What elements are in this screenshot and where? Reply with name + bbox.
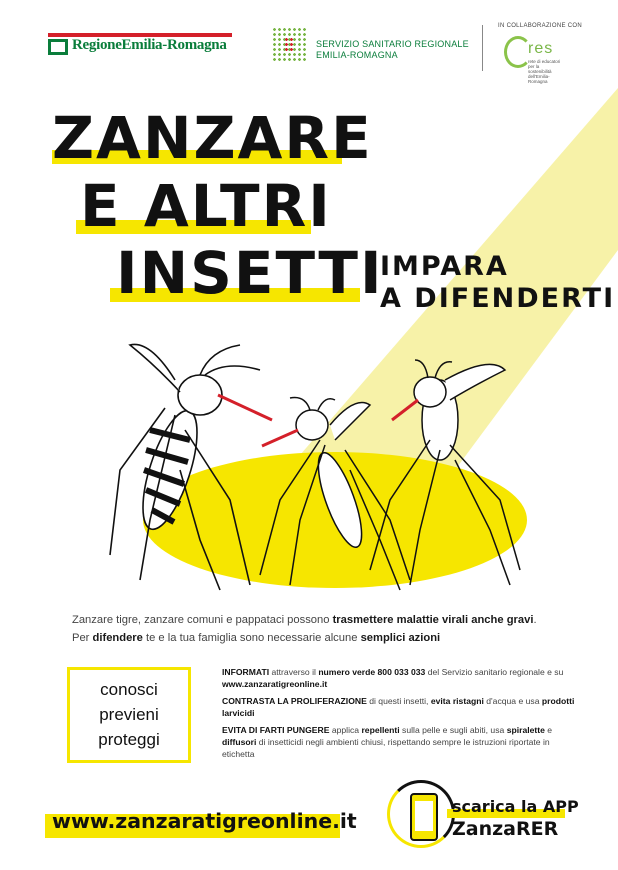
partner-subtitle: rete di educatori per la sostenibilità dell'Emilia-Romagna xyxy=(528,59,561,84)
actions-list xyxy=(222,666,582,765)
motto-box xyxy=(67,667,191,763)
title-line-1: ZANZARE xyxy=(52,104,373,172)
header-divider xyxy=(482,25,483,71)
app-download-label: scarica la APP xyxy=(452,797,579,816)
intro-text: Zanzare tigre, zanzare comuni e pappataci possono trasmettere malattie virali anche gravi. Per difendere te e la tua famiglia sono necessarie alcune semplici azioni xyxy=(72,614,537,644)
ores-logo xyxy=(498,34,568,84)
action-item-evita: EVITA DI FARTI PUNGERE applica repellenti sulla pelle e sugli abiti, usa spiralette e diffusori di insetticidi negli ambienti chiusi, rispettando sempre le istruzioni riportate in etichetta xyxy=(222,725,553,759)
service-name-line2: EMILIA-ROMAGNA xyxy=(316,50,398,60)
website-link[interactable]: www.zanzaratigreonline.it xyxy=(52,809,357,833)
service-name-line1: SERVIZIO SANITARIO REGIONALE xyxy=(316,39,469,49)
region-flag-icon xyxy=(48,39,68,55)
partner-name: res xyxy=(528,40,554,57)
motto-proteggi: proteggi xyxy=(98,730,160,749)
title-line-2: E ALTRI xyxy=(80,172,332,240)
region-name: RegioneEmilia-Romagna xyxy=(72,37,227,53)
motto-previeni: previeni xyxy=(99,705,159,724)
dot-grid-icon xyxy=(272,27,306,61)
subtitle-line-2: A DIFENDERTI xyxy=(380,283,616,314)
motto-conosci: conosci xyxy=(100,680,158,699)
phone-icon xyxy=(410,793,438,841)
collaboration-label: IN COLLABORAZIONE CON xyxy=(498,23,582,29)
regione-emilia-romagna-logo xyxy=(48,33,236,61)
servizio-sanitario-logo xyxy=(272,27,472,67)
action-item-informati: INFORMATI attraverso il numero verde 800 033 033 del Servizio sanitario regionale e su www.zanzaratigreonline.it xyxy=(222,667,564,689)
title-line-3: INSETTI xyxy=(116,239,384,307)
app-name: ZanzaRER xyxy=(452,818,559,840)
action-item-contrasta: CONTRASTA LA PROLIFERAZIONE di questi insetti, evita ristagni d'acqua e usa prodotti larvicidi xyxy=(222,696,575,718)
intro-emphasis: trasmettere malattie virali anche gravi xyxy=(332,614,534,626)
subtitle-line-1: IMPARA xyxy=(380,251,509,282)
